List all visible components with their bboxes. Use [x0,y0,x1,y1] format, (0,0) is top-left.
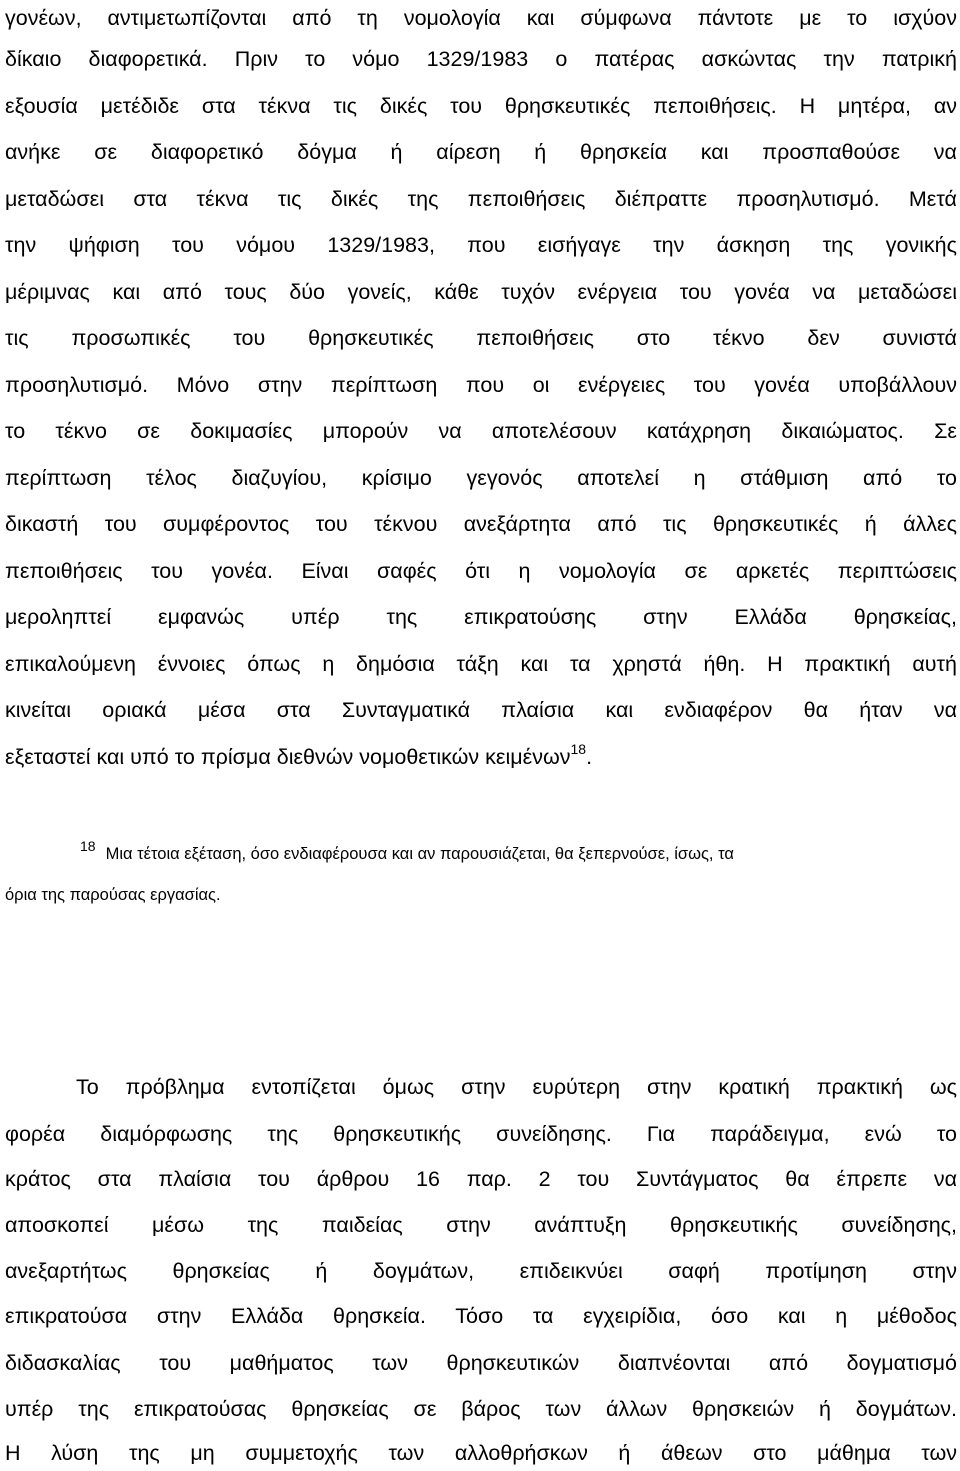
text-line: ανήκε σε διαφορετικό δόγμα ή αίρεση ή θρησκεία και προσπαθούσε να [5,140,957,164]
text-line: μεταδώσει στα τέκνα τις δικές της πεποιθήσεις διέπραττε προσηλυτισμό. Μετά [5,187,957,211]
footnote-reference[interactable]: 18 [570,740,587,757]
text-line: επικαλούμενη έννοιες όπως η δημόσια τάξη και τα χρηστά ήθη. Η πρακτική αυτή [5,652,957,676]
footnote-mark: 18 [80,838,96,854]
text-line: Η λύση της μη συμμετοχής των αλλοθρήσκων ή άθεων στο μάθημα των [5,1441,957,1465]
text-line: κινείται οριακά μέσα στα Συνταγματικά πλαίσια και ενδιαφέρον θα ήταν να [5,698,957,722]
text-line: τις προσωπικές του θρησκευτικές πεποιθήσεις στο τέκνο δεν συνιστά [5,326,957,350]
text-line: εξουσία μετέδιδε στα τέκνα τις δικές του θρησκευτικές πεποιθήσεις. Η μητέρα, αν [5,94,957,118]
text-line: γονέων, αντιμετωπίζονται από τη νομολογία και σύμφωνα πάντοτε με το ισχύον [5,6,957,30]
text-line: ανεξαρτήτως θρησκείας ή δογμάτων, επιδεικνύει σαφή προτίμηση στην [5,1259,957,1283]
text-line: κράτος στα πλαίσια του άρθρου 16 παρ. 2 του Συντάγματος θα έπρεπε να [5,1167,957,1191]
text-line: μέριμνας και από τους δύο γονείς, κάθε τυχόν ενέργεια του γονέα να μεταδώσει [5,280,957,304]
last-line-end: . [586,745,593,769]
text-line: μεροληπτεί εμφανώς υπέρ της επικρατούσης στην Ελλάδα θρησκείας, [5,605,957,629]
text-line: υπέρ της επικρατούσας θρησκείας σε βάρος των άλλων θρησκειών ή δογμάτων. [5,1397,957,1421]
text-line: διδασκαλίας του μαθήματος των θρησκευτικών διαπνέονται από δογματισμό [5,1351,957,1375]
last-line-text: εξεταστεί και υπό το πρίσμα διεθνών νομοθετικών κειμένων [5,745,571,769]
text-line: δίκαιο διαφορετικά. Πριν το νόμο 1329/1983 ο πατέρας ασκώντας την πατρική [5,47,957,71]
text-line: την ψήφιση του νόμου 1329/1983, που εισήγαγε την άσκηση της γονικής [5,233,957,257]
text-line: πεποιθήσεις του γονέα. Είναι σαφές ότι η νομολογία σε αρκετές περιπτώσεις [5,559,957,583]
text-line: φορέα διαμόρφωσης της θρησκευτικής συνείδησης. Για παράδειγμα, ενώ το [5,1122,957,1146]
text-line: αποσκοπεί μέσω της παιδείας στην ανάπτυξη θρησκευτικής συνείδησης, [5,1213,957,1237]
text-line: επικρατούσα στην Ελλάδα θρησκεία. Τόσο τα εγχειρίδια, όσο και η μέθοδος [5,1304,957,1328]
text-line: προσηλυτισμό. Μόνο στην περίπτωση που οι ενέργειες του γονέα υποβάλλουν [5,373,957,397]
text-line: το τέκνο σε δοκιμασίες μπορούν να αποτελέσουν κατάχρηση δικαιώματος. Σε [5,419,957,443]
footnote-line [80,838,957,865]
text-line: Το πρόβλημα εντοπίζεται όμως στην ευρύτερη στην κρατική πρακτική ως [76,1075,957,1099]
text-line: περίπτωση τέλος διαζυγίου, κρίσιμο γεγονός αποτελεί η στάθμιση από το [5,466,957,490]
text-line-last [5,742,957,772]
footnote-line: όρια της παρούσας εργασίας. [5,886,221,904]
footnote-text-1: Μια τέτοια εξέταση, όσο ενδιαφέρουσα και αν παρουσιάζεται, θα ξεπερνούσε, ίσως, τα [105,845,734,863]
text-line: δικαστή του συμφέροντος του τέκνου ανεξάρτητα από τις θρησκευτικές ή άλλες [5,512,957,536]
